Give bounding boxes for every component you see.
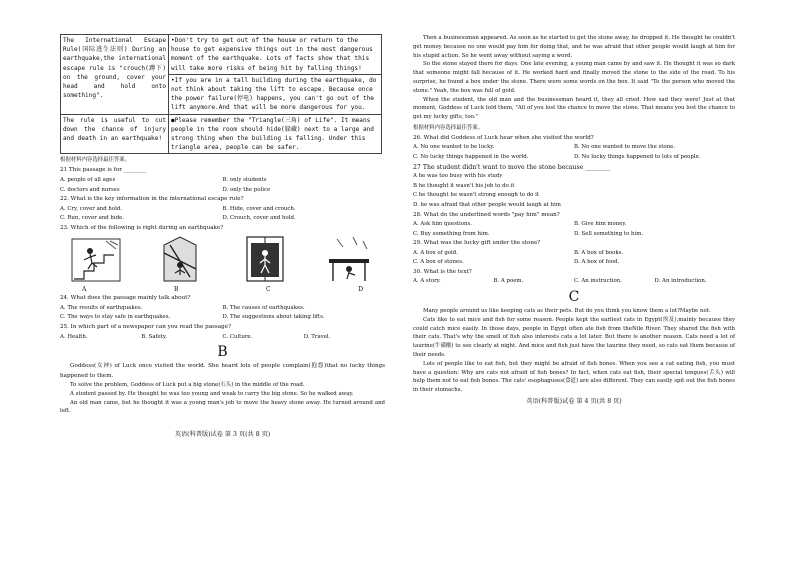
passage-b-continued — [413, 34, 735, 122]
q27-stem: 27 The student didn't want to move the stone because ________ — [413, 163, 611, 171]
q26-option-b[interactable]: B. No one wanted to move the stone. — [574, 144, 676, 151]
passage-c-para-1: Many people around us like keeping cats as their pets. But do you think you know them a lot?Maybe not. — [423, 308, 711, 314]
passage-c — [413, 307, 735, 395]
passage-b-para-5: Then a businessman appeared. As soon as he started to get the stone away, he dropped it. He thought he couldn't get money because no one would pay him for doing that, and he was afraid that other people would laugh at him for his stupid action. So he went away without saying a word. — [413, 35, 735, 59]
q29-option-d[interactable]: D. A box of food. — [574, 259, 620, 266]
q29-stem: 29. What was the lucky gift under the stone? — [413, 240, 541, 247]
q21-option-a[interactable]: A. people of all ages — [60, 176, 116, 183]
passage-b-para-7: When the student, the old man and the businessman heard it, they all cried. How sad they were! Just at that moment, Goddess of Luck told them, "All of you lost the chance to move the stone. That means you lost the chance to get my lucky gifts, too." — [413, 96, 735, 121]
passage-c-para-2: Cats like to eat mice and fish for some reason. People kept the earliest cats in Egypt(埃及),mainly because they could catch mice easily. In those days, people in Egypt often ate fish from theNile River. They shared the fish with their cats. That's why the smell of fish also interests cats a lot later. But there is another reason. Cats need a lot of taurine(牛磺酸) to see clearly at night. And mice and fish just have the taurine they need, so cats eat them because of their needs. — [413, 316, 735, 358]
q21-stem: 21 This passage is for ________ — [60, 167, 147, 174]
q24-option-a[interactable]: A. The results of earthquakes. — [60, 304, 143, 311]
building-collapse-picture[interactable] — [154, 233, 206, 283]
q29-option-b[interactable]: B. A box of books. — [574, 249, 624, 256]
q22-options-2 — [60, 214, 385, 224]
q25-option-d[interactable]: D. Travel. — [303, 333, 331, 340]
q27-option-c[interactable]: C he thought he wasn't strong enough to do it — [413, 192, 540, 199]
q24-stem: 24. What does the passage mainly talk about? — [60, 295, 191, 302]
q22-options — [60, 205, 385, 215]
q30-option-d[interactable]: D. An introduction. — [654, 278, 707, 285]
q30-option-c[interactable]: C. An instruction. — [574, 278, 622, 285]
q21-option-b[interactable]: B. only students — [222, 176, 267, 183]
q21-option-c[interactable]: C. doctors and nurses — [60, 186, 120, 193]
q25-options — [60, 333, 385, 343]
q24-option-c[interactable]: C. The ways to stay safe in earthquakes. — [60, 314, 171, 321]
right-column — [413, 34, 735, 407]
q27-option-c-row — [413, 191, 735, 201]
q26-stem: 26. What did Goddess of Luck hear when she visited the world? — [413, 134, 594, 141]
q29-option-a[interactable]: A. A box of gold. — [413, 249, 458, 256]
q27-option-b[interactable]: B he thought it wasn't his job to do it — [413, 182, 515, 189]
q27-option-a-row — [413, 172, 735, 182]
q26-option-a[interactable]: A. No one wanted to be lucky. — [413, 144, 495, 151]
q23-label-d[interactable]: D — [358, 286, 363, 294]
q28-option-a[interactable]: A. Ask him questions. — [413, 221, 472, 228]
q26-option-d[interactable]: D. No lucky things happened to lots of people. — [574, 154, 701, 161]
q22-option-c[interactable]: C. Run, cover and hide. — [60, 215, 124, 222]
escape-rule-cell: The International Escape Rule(国际逃生法则) During an earthquake,the international escape rule is "crouch(蹲下) on the ground, cover your head and hold onto something". — [61, 35, 169, 115]
q28-option-c[interactable]: C. Buy something from him. — [413, 230, 490, 237]
section-b-heading: B — [217, 344, 228, 361]
passage-b — [60, 362, 385, 416]
q21-option-d[interactable]: D. only the police — [222, 186, 271, 193]
lift-picture[interactable] — [239, 233, 291, 283]
q22-option-a[interactable]: A. Cry, cover and hold. — [60, 205, 123, 212]
q30-options — [413, 277, 735, 287]
q24-options — [60, 304, 385, 314]
stairs-falling-picture[interactable] — [70, 233, 122, 283]
q23-label-a[interactable]: A — [82, 286, 87, 294]
q30-option-a[interactable]: A. A story. — [413, 278, 441, 285]
q29-options — [413, 249, 735, 259]
q23-label-b[interactable]: B — [173, 286, 179, 294]
passage-c-para-3: Lots of people like to eat fish, but they might be afraid of fish bones. When you see a cat eating fish, you must have a question: Why are cats not afraid of fish bones? In fact, when cats eat fish, their special tongues(舌头) will help them not to eat fish bones. The cats' esophaguses(食道) are also different. They can easily spit out the fish bones in their stomachs. — [413, 360, 735, 394]
q27-option-b-row — [413, 182, 735, 192]
q28-option-b[interactable]: B. Give him money. — [574, 221, 627, 228]
left-column — [60, 34, 385, 440]
q28-option-d[interactable]: D. Sell something to him. — [574, 230, 644, 237]
q26-options-2 — [413, 153, 735, 163]
q27-option-d-row — [413, 201, 735, 211]
passage-b-para-3: A student passed by. He thought he was too young and weak to carry the big stone. So he walked away. — [70, 390, 354, 397]
q28-stem: 28. What do the underlined words "pay him" mean? — [413, 211, 560, 218]
instruction: 根据材料内容选择最佳答案。 — [60, 157, 131, 164]
q21-options — [60, 176, 385, 186]
passage-b-para-4: An old man came, but he thought it was a young man's job to move the heavy stone away. He turned around and left. — [60, 399, 385, 415]
hide-under-desk-picture[interactable] — [323, 233, 375, 283]
rule-tip-1: •Don't try to get out of the house or return to the house to get expensive things out in the most dangerous moment of the earthquake. Lots of facts show that this will take more risks of being hit by falling things! — [169, 35, 382, 75]
q25-option-b[interactable]: B. Safety. — [141, 333, 167, 340]
q26-option-c[interactable]: C. No lucky things happened in the world. — [413, 154, 529, 161]
q23-label-c[interactable]: C — [265, 286, 271, 294]
q22-option-b[interactable]: B. Hide, cover and crouch. — [222, 205, 296, 212]
rule-usefulness-cell: The rule is useful to cut down the chance of injury and death in an earthquake! — [61, 114, 169, 154]
q25-option-a[interactable]: A. Health. — [60, 333, 88, 340]
q24-options-2 — [60, 313, 385, 323]
page-footer-3: 英语(科普版)试卷 第 3 页(共 8 页) — [174, 431, 271, 439]
q22-stem: 22. What is the key information in the international escape rule? — [60, 196, 244, 203]
rule-tip-3: ●Please remember the "Triangle(三角) of Life". It means people in the room should hide(躲藏) next to a large and strong thing when the building is falling. Under this triangle area, people can be safer. — [169, 114, 382, 154]
q23-labels — [60, 285, 385, 294]
rule-tip-2: •If you are in a tall building during the earthquake, do not think about taking the lift to escape. Because once the power failure(停电) happens, you can't go out of the lift anymore.And that will be more dangerous for you. — [169, 74, 382, 114]
q26-options — [413, 143, 735, 153]
passage-b-para-6: So the stone stayed there for days. One late evening, a young man came by and saw it. He thought it was so dark that someone might fall because of it. He worked hard and finally moved the stone to the side of the road. To his surprise, he found a box under the stone. There were some words on the box. It said "To the person who moved the stone." Yeah, the box was full of gold. — [413, 61, 735, 94]
q24-option-b[interactable]: B. The causes of earthquakes. — [222, 304, 305, 311]
q27-option-d[interactable]: D. he was afraid that other people would laugh at him — [413, 201, 561, 208]
q21-options-2 — [60, 186, 385, 196]
passage-b-para-1: Goddess(女神) of Luck once visited the world. She heard lots of people complain(抱怨)that no lucky things happened to them. — [60, 363, 385, 379]
instruction-b: 根据材料内容选择最佳答案。 — [413, 124, 484, 131]
q30-option-b[interactable]: B. A poem. — [493, 278, 524, 285]
q22-option-d[interactable]: D. Crouch, cover and hold. — [222, 215, 296, 222]
q23-pictures — [60, 233, 385, 285]
q28-options-2 — [413, 230, 735, 240]
q29-options-2 — [413, 258, 735, 268]
q28-options — [413, 220, 735, 230]
q29-option-c[interactable]: C. A box of stones. — [413, 259, 464, 266]
section-c-heading: C — [568, 289, 580, 305]
q25-stem: 25. In which part of a newspaper can you read the passage? — [60, 324, 231, 330]
escape-rule-table — [60, 34, 382, 154]
q30-stem: 30. What is the text? — [413, 268, 472, 275]
q24-option-d[interactable]: D. The suggestions about taking lifts. — [222, 314, 325, 321]
page-footer-4: 英语(科普版)试卷 第 4 页(共 8 页) — [526, 397, 622, 405]
passage-b-para-2: To solve the problem, Goddess of Luck put a big stone(石头) in the middle of the road. — [70, 382, 305, 389]
q25-option-c[interactable]: C. Culture. — [222, 333, 253, 340]
q23-stem: 23. Which of the following is right during an earthquake? — [60, 224, 224, 231]
q27-option-a[interactable]: A he was too busy with his study — [413, 173, 503, 180]
